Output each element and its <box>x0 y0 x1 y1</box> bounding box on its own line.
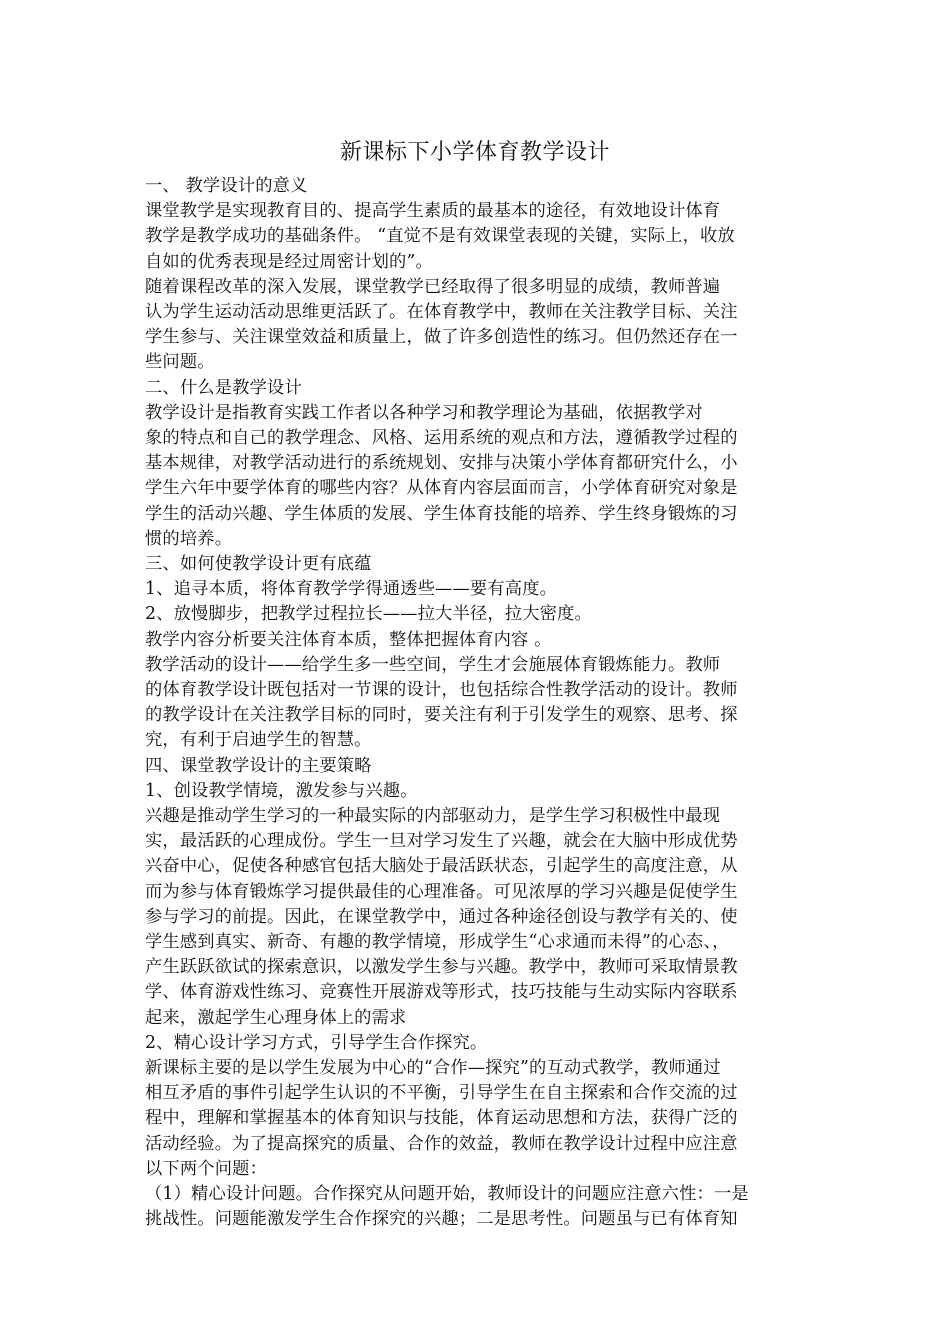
text-line: 实，最活跃的心理成份。学生一旦对学习发生了兴趣，就会在大脑中形成优势 <box>145 831 738 852</box>
text-line: 一、 教学设计的意义 <box>145 176 308 196</box>
text-line: 学生的活动兴趣、学生体质的发展、学生体育技能的培养、学生终身锻炼的习 <box>145 503 738 524</box>
text-line: 学生感到真实、新奇、有趣的教学情境，形成学生“心求通而未得”的心态、， <box>145 932 730 952</box>
text-line: 活动经验。为了提高探究的质量、合作的效益，教师在教学设计过程中应注意 <box>145 1133 738 1154</box>
text-line: （1）精心设计问题。合作探究从问题开始，教师设计的问题应注意六性：一是 <box>145 1184 749 1204</box>
text-line: 起来，激起学生心理身体上的需求 <box>145 1007 407 1028</box>
text-line: 1、追寻本质，将体育教学学得通透些——要有高度。 <box>145 579 558 600</box>
text-line: 挑战性。问题能激发学生合作探究的兴趣；二是思考性。问题虽与已有体育知 <box>145 1209 738 1230</box>
text-line: 教学设计是指教育实践工作者以各种学习和教学理论为基础，依据教学对 <box>145 402 703 423</box>
text-line: 学、体育游戏性练习、竞赛性开展游戏等形式，技巧技能与生动实际内容联系 <box>145 982 738 1003</box>
text-line: 教学活动的设计——给学生多一些空间，学生才会施展体育锻炼能力。教师 <box>145 654 721 675</box>
text-line: 兴奋中心，促使各种感官包括大脑处于最活跃状态，引起学生的高度注意，从 <box>145 856 738 877</box>
text-line: 相互矛盾的事件引起学生认识的不平衡，引导学生在自主探索和合作交流的过 <box>145 1083 738 1104</box>
text-line: 兴趣是推动学生学习的一种最实际的内部驱动力，是学生学习积极性中最现 <box>145 806 721 826</box>
text-line: 参与学习的前提。因此，在课堂教学中，通过各种途径创设与教学有关的、使 <box>145 906 738 927</box>
text-line: 以下两个问题： <box>145 1158 268 1179</box>
text-line: 学生六年中要学体育的哪些内容？从体育内容层面而言，小学体育研究对象是 <box>145 478 738 499</box>
text-line: 象的特点和自己的教学理念、风格、运用系统的观点和方法，遵循教学过程的 <box>145 428 738 448</box>
text-line: 学生参与、关注课堂效益和质量上，做了许多创造性的练习。但仍然还存在一 <box>145 327 738 348</box>
text-line: 二、什么是教学设计 <box>145 377 302 398</box>
text-line: 教学内容分析要关注体育本质，整体把握体育内容 。 <box>145 629 552 650</box>
text-line: 基本规律，对教学活动进行的系统规划、安排与决策小学体育都研究什么，小 <box>145 453 738 474</box>
text-line: 随着课程改革的深入发展，课堂教学已经取得了很多明显的成绩，教师普遍 <box>145 276 721 297</box>
page-title: 新课标下小学体育教学设计 <box>339 140 610 165</box>
text-line: 2、放慢脚步，把教学过程拉长——拉大半径，拉大密度。 <box>145 604 592 625</box>
text-line: 惯的培养。 <box>145 528 233 549</box>
text-line: 三、如何使教学设计更有底蕴 <box>145 554 372 574</box>
text-line: 产生跃跃欲试的探索意识，以激发学生参与兴趣。教学中，教师可采取情景教 <box>145 957 738 978</box>
text-line: 程中，理解和掌握基本的体育知识与技能，体育运动思想和方法，获得广泛的 <box>145 1108 738 1129</box>
text-line: 四、课堂教学设计的主要策略 <box>145 755 372 776</box>
text-line: 2、精心设计学习方式，引导学生合作探究。 <box>145 1032 488 1053</box>
text-line: 教学是教学成功的基础条件。 “直觉不是有效课堂表现的关键，实际上，收放 <box>145 226 735 247</box>
text-line: 的教学设计在关注教学目标的同时，要关注有利于引发学生的观察、思考、探 <box>145 705 738 726</box>
text-line: 新课标主要的是以学生发展为中心的“合作—探究”的互动式教学，教师通过 <box>145 1058 721 1078</box>
text-line: 些问题。 <box>145 352 215 373</box>
text-line: 认为学生运动活动思维更活跃了。在体育教学中，教师在关注教学目标、关注 <box>145 302 738 322</box>
text-line: 究，有利于启迪学生的智慧。 <box>145 730 372 751</box>
text-line: 而为参与体育锻炼学习提供最佳的心理准备。可见浓厚的学习兴趣是促使学生 <box>145 881 738 902</box>
text-line: 1、创设教学情境，激发参与兴趣。 <box>145 780 418 801</box>
text-line: 自如的优秀表现是经过周密计划的”。 <box>145 251 433 272</box>
text-line: 课堂教学是实现教育目的、提高学生素质的最基本的途径，有效地设计体育 <box>145 201 721 222</box>
text-line: 的体育教学设计既包括对一节课的设计，也包括综合性教学活动的设计。教师 <box>145 680 738 700</box>
